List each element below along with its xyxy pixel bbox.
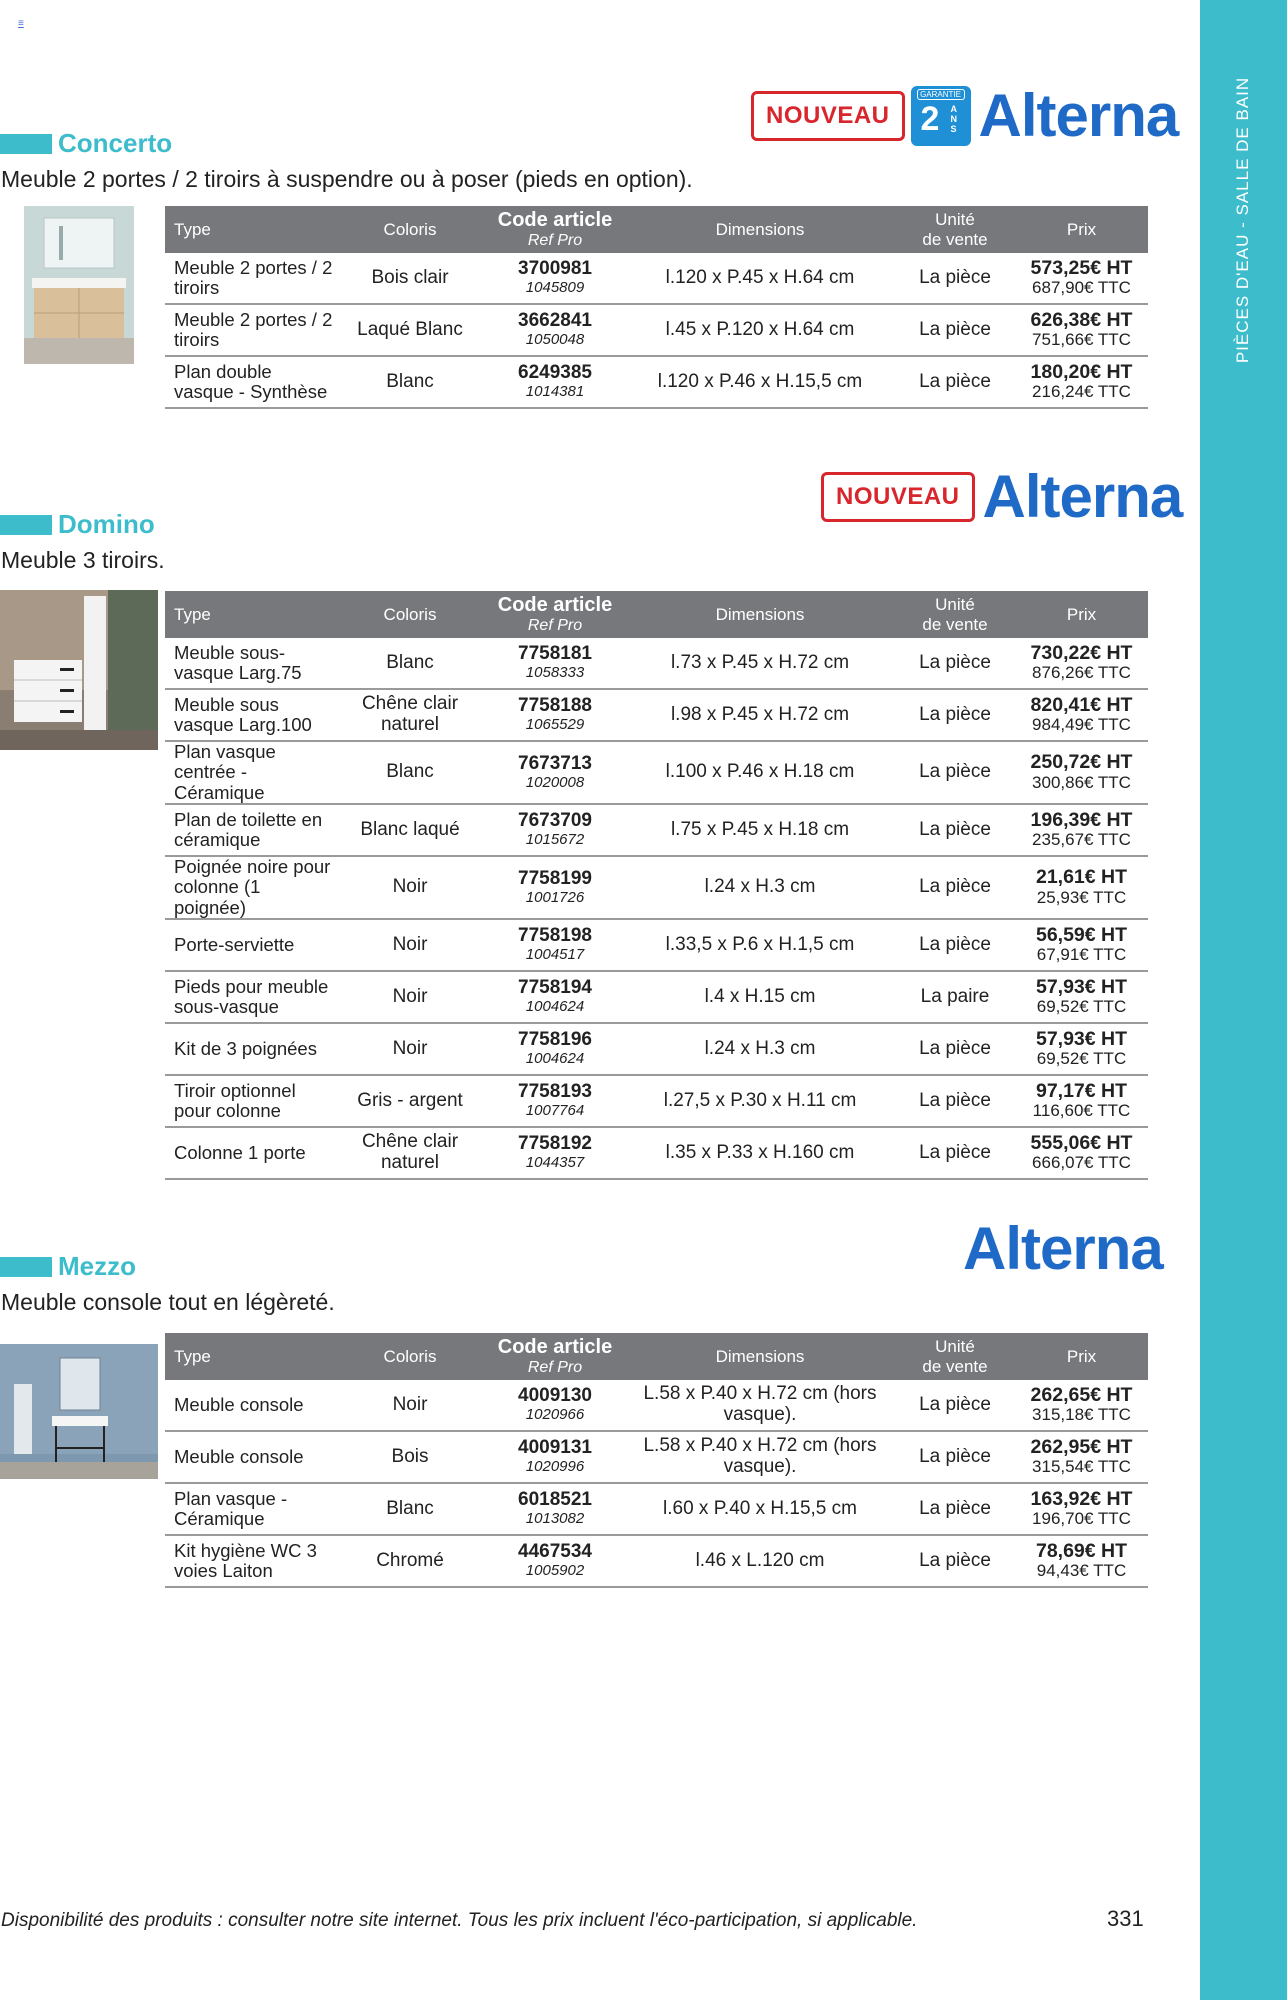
cell-price: [1015, 253, 1148, 304]
ref-pro: 1014381: [525, 383, 585, 401]
header-unit: [895, 206, 1015, 253]
ref-pro: 1020966: [525, 1406, 585, 1424]
cell-type: Meuble 2 portes / 2 tiroirs: [165, 253, 335, 304]
cell-code: [485, 638, 625, 689]
cell-type: Meuble sous-vasque Larg.75: [165, 638, 335, 689]
header-price: Prix: [1015, 1333, 1148, 1380]
alterna-logo: Alterna: [982, 463, 1183, 530]
table-row: [165, 1023, 1148, 1075]
price-ttc: 216,24€ TTC: [1032, 382, 1131, 402]
cell-code: [485, 971, 625, 1023]
cell-coloris: Blanc: [335, 1483, 485, 1535]
header-code-ref: Ref Pro: [527, 616, 583, 634]
cell-type: Plan vasque - Céramique: [165, 1483, 335, 1535]
ref-pro: 1004624: [525, 1050, 585, 1068]
guarantee-years: 2: [920, 100, 940, 138]
cell-coloris: Noir: [335, 856, 485, 919]
cell-unit: La pièce: [895, 356, 1015, 408]
table-row: [165, 638, 1148, 689]
cell-unit: La pièce: [895, 804, 1015, 856]
price-ttc: 116,60€ TTC: [1032, 1101, 1131, 1121]
cell-unit: La pièce: [895, 1535, 1015, 1587]
header-unit-1: Unité: [935, 594, 975, 614]
article-code: 7758181: [518, 643, 592, 665]
article-code: 6249385: [518, 362, 592, 384]
cell-code: [485, 1075, 625, 1127]
cell-code: [485, 1483, 625, 1535]
mezzo-product-photo: [0, 1344, 158, 1479]
cell-unit: La pièce: [895, 1023, 1015, 1075]
price-ttc: 196,70€ TTC: [1032, 1509, 1131, 1529]
ref-pro: 1005902: [525, 1562, 585, 1580]
ref-pro: 1001726: [525, 888, 585, 906]
article-code: 4009130: [518, 1385, 592, 1407]
price-ht: 57,93€ HT: [1035, 976, 1128, 998]
cell-type: Colonne 1 porte: [165, 1127, 335, 1179]
menu-icon[interactable]: ≡: [18, 18, 24, 29]
header-price: Prix: [1015, 591, 1148, 638]
domino-logos: [821, 463, 1183, 530]
cell-unit: La pièce: [895, 304, 1015, 356]
ref-pro: 1004517: [525, 946, 585, 964]
table-row: [165, 919, 1148, 971]
footer-note: Disponibilité des produits : consulter notre site internet. Tous les prix incluent l'éco-participation, si applicable.: [1, 1910, 918, 1931]
cell-price: [1015, 304, 1148, 356]
header-code-main: Code article: [497, 593, 613, 616]
price-ttc: 751,66€ TTC: [1032, 330, 1131, 350]
cell-code: [485, 1431, 625, 1483]
price-ttc: 94,43€ TTC: [1036, 1561, 1127, 1581]
ref-pro: 1058333: [525, 664, 585, 682]
cell-coloris: Gris - argent: [335, 1075, 485, 1127]
price-ttc: 300,86€ TTC: [1032, 772, 1131, 792]
page-number: 331: [1107, 1906, 1144, 1931]
cell-coloris: Blanc laqué: [335, 804, 485, 856]
header-unit: [895, 1333, 1015, 1380]
cell-coloris: Laqué Blanc: [335, 304, 485, 356]
title-accent-bar: [0, 134, 52, 154]
table-row: [165, 741, 1148, 804]
cell-code: [485, 856, 625, 919]
cell-type: Plan double vasque - Synthèse: [165, 356, 335, 408]
cell-type: Meuble 2 portes / 2 tiroirs: [165, 304, 335, 356]
cell-dimensions: l.98 x P.45 x H.72 cm: [625, 689, 895, 741]
cell-price: [1015, 856, 1148, 919]
header-type: Type: [165, 206, 335, 253]
header-type: Type: [165, 591, 335, 638]
ref-pro: 1004624: [525, 998, 585, 1016]
cell-type: Plan de toilette en céramique: [165, 804, 335, 856]
cell-price: [1015, 356, 1148, 408]
price-ht: 730,22€ HT: [1030, 641, 1133, 664]
cell-type: Porte-serviette: [165, 919, 335, 971]
table-row: [165, 1535, 1148, 1587]
article-code: 7758193: [518, 1081, 592, 1103]
price-ht: 163,92€ HT: [1030, 1487, 1133, 1510]
cell-price: [1015, 1023, 1148, 1075]
cell-dimensions: l.24 x H.3 cm: [625, 1023, 895, 1075]
cell-code: [485, 1380, 625, 1431]
cell-dimensions: l.60 x P.40 x H.15,5 cm: [625, 1483, 895, 1535]
section-name: Concerto: [58, 128, 173, 158]
cell-type: Meuble sous vasque Larg.100: [165, 689, 335, 741]
cell-price: [1015, 1535, 1148, 1587]
cell-type: Kit hygiène WC 3 voies Laiton: [165, 1535, 335, 1587]
cell-dimensions: l.100 x P.46 x H.18 cm: [625, 741, 895, 804]
cell-type: Kit de 3 poignées: [165, 1023, 335, 1075]
section-description: Meuble console tout en légèreté.: [1, 1289, 335, 1315]
cell-code: [485, 741, 625, 804]
cell-coloris: Bois: [335, 1431, 485, 1483]
ref-pro: 1020008: [525, 773, 585, 791]
title-accent-bar: [0, 1257, 52, 1277]
cell-dimensions: l.33,5 x P.6 x H.1,5 cm: [625, 919, 895, 971]
header-unit: [895, 591, 1015, 638]
header-code-main: Code article: [497, 1335, 613, 1358]
price-ttc: 69,52€ TTC: [1036, 997, 1127, 1017]
article-code: 7673713: [518, 752, 592, 774]
header-type: Type: [165, 1333, 335, 1380]
header-code-ref: Ref Pro: [527, 1358, 583, 1376]
mezzo-logos: [955, 1215, 1163, 1282]
header-unit-2: de vente: [922, 229, 988, 249]
header-price: Prix: [1015, 206, 1148, 253]
side-label: PIÈCES D'EAU - SALLE DE BAIN: [1233, 76, 1252, 364]
cell-coloris: Blanc: [335, 356, 485, 408]
price-ht: 820,41€ HT: [1030, 693, 1133, 716]
table-row: [165, 1431, 1148, 1483]
ref-pro: 1015672: [525, 831, 585, 849]
cell-unit: La pièce: [895, 741, 1015, 804]
price-ht: 196,39€ HT: [1030, 808, 1133, 831]
cell-dimensions: l.46 x L.120 cm: [625, 1535, 895, 1587]
article-code: 4467534: [518, 1541, 592, 1563]
domino-rows: [165, 638, 1148, 1179]
header-dimensions: Dimensions: [625, 1333, 895, 1380]
cell-dimensions: l.27,5 x P.30 x H.11 cm: [625, 1075, 895, 1127]
cell-unit: La pièce: [895, 253, 1015, 304]
section-name: Domino: [58, 509, 155, 539]
cell-price: [1015, 1127, 1148, 1179]
cell-code: [485, 356, 625, 408]
ref-pro: 1050048: [525, 331, 585, 349]
header-unit-1: Unité: [935, 1336, 975, 1356]
ref-pro: 1013082: [525, 1510, 585, 1528]
mezzo-table: [165, 1333, 1148, 1588]
cell-price: [1015, 638, 1148, 689]
header-code: [485, 1333, 625, 1380]
article-code: 7673709: [518, 810, 592, 832]
cell-unit: La pièce: [895, 1075, 1015, 1127]
table-row: [165, 856, 1148, 919]
ref-pro: 1045809: [525, 279, 585, 297]
concerto-product-photo: [24, 206, 134, 364]
table-row: [165, 356, 1148, 408]
cell-coloris: Chêne clair naturel: [335, 689, 485, 741]
cell-unit: La pièce: [895, 1431, 1015, 1483]
header-code: [485, 591, 625, 638]
table-row: [165, 1380, 1148, 1431]
table-row: [165, 304, 1148, 356]
cell-unit: La pièce: [895, 689, 1015, 741]
price-ttc: 67,91€ TTC: [1036, 945, 1127, 965]
header-coloris: Coloris: [335, 591, 485, 638]
section-name: Mezzo: [58, 1251, 136, 1281]
article-code: 3662841: [518, 310, 592, 332]
article-code: 3700981: [518, 258, 592, 280]
ref-pro: 1044357: [525, 1154, 585, 1172]
price-ht: 573,25€ HT: [1030, 256, 1133, 279]
cell-unit: La pièce: [895, 1380, 1015, 1431]
price-ttc: 315,18€ TTC: [1032, 1405, 1131, 1425]
cell-coloris: Chêne clair naturel: [335, 1127, 485, 1179]
price-ht: 262,95€ HT: [1030, 1435, 1133, 1458]
domino-table: [165, 591, 1148, 1180]
ref-pro: 1020996: [525, 1458, 585, 1476]
price-ht: 56,59€ HT: [1035, 924, 1128, 946]
section-title-domino: [0, 509, 155, 540]
cell-type: Tiroir optionnel pour colonne: [165, 1075, 335, 1127]
cell-dimensions: L.58 x P.40 x H.72 cm (hors vasque).: [625, 1431, 895, 1483]
cell-code: [485, 1127, 625, 1179]
cell-type: Pieds pour meuble sous-vasque: [165, 971, 335, 1023]
cell-coloris: Noir: [335, 919, 485, 971]
price-ht: 250,72€ HT: [1030, 751, 1133, 774]
price-ht: 262,65€ HT: [1030, 1383, 1133, 1406]
cell-type: Plan vasque centrée - Céramique: [165, 741, 335, 804]
cell-dimensions: l.35 x P.33 x H.160 cm: [625, 1127, 895, 1179]
article-code: 7758198: [518, 925, 592, 947]
price-ht: 57,93€ HT: [1035, 1028, 1128, 1050]
cell-dimensions: l.120 x P.45 x H.64 cm: [625, 253, 895, 304]
table-row: [165, 804, 1148, 856]
cell-code: [485, 304, 625, 356]
cell-price: [1015, 1380, 1148, 1431]
cell-unit: La pièce: [895, 919, 1015, 971]
price-ttc: 69,52€ TTC: [1036, 1049, 1127, 1069]
mezzo-rows: [165, 1380, 1148, 1587]
cell-dimensions: l.24 x H.3 cm: [625, 856, 895, 919]
article-code: 7758192: [518, 1133, 592, 1155]
cell-coloris: Noir: [335, 1023, 485, 1075]
section-title-mezzo: [0, 1251, 136, 1282]
cell-code: [485, 919, 625, 971]
cell-price: [1015, 1431, 1148, 1483]
cell-dimensions: L.58 x P.40 x H.72 cm (hors vasque).: [625, 1380, 895, 1431]
cell-type: Meuble console: [165, 1431, 335, 1483]
cell-dimensions: l.4 x H.15 cm: [625, 971, 895, 1023]
cell-unit: La pièce: [895, 638, 1015, 689]
section-description: Meuble 2 portes / 2 tiroirs à suspendre ou à poser (pieds en option).: [1, 166, 693, 192]
cell-code: [485, 689, 625, 741]
table-header-row: [165, 206, 1148, 253]
price-ht: 97,17€ HT: [1035, 1080, 1128, 1102]
concerto-table: [165, 206, 1148, 409]
concerto-rows: [165, 253, 1148, 408]
table-row: [165, 1075, 1148, 1127]
header-unit-1: Unité: [935, 209, 975, 229]
section-description: Meuble 3 tiroirs.: [1, 547, 165, 573]
cell-coloris: Blanc: [335, 638, 485, 689]
article-code: 6018521: [518, 1489, 592, 1511]
guarantee-badge-icon: [911, 86, 971, 146]
price-ht: 555,06€ HT: [1030, 1132, 1133, 1154]
price-ht: 21,61€ HT: [1035, 866, 1128, 889]
cell-coloris: Noir: [335, 971, 485, 1023]
article-code: 7758188: [518, 695, 592, 717]
article-code: 4009131: [518, 1437, 592, 1459]
guarantee-unit: A N S: [950, 104, 958, 134]
price-ttc: 666,07€ TTC: [1032, 1153, 1131, 1173]
cell-code: [485, 1535, 625, 1587]
cell-dimensions: l.75 x P.45 x H.18 cm: [625, 804, 895, 856]
price-ttc: 687,90€ TTC: [1032, 278, 1131, 298]
header-dimensions: Dimensions: [625, 591, 895, 638]
price-ttc: 235,67€ TTC: [1032, 830, 1131, 850]
ref-pro: 1007764: [525, 1102, 585, 1120]
price-ht: 78,69€ HT: [1035, 1539, 1128, 1562]
ref-pro: 1065529: [525, 716, 585, 734]
cell-price: [1015, 689, 1148, 741]
cell-price: [1015, 919, 1148, 971]
section-title-concerto: [0, 128, 172, 159]
domino-product-photo: [0, 590, 158, 750]
concerto-logos: [751, 82, 1179, 149]
header-dimensions: Dimensions: [625, 206, 895, 253]
new-badge: NOUVEAU: [751, 91, 905, 141]
cell-price: [1015, 971, 1148, 1023]
header-coloris: Coloris: [335, 1333, 485, 1380]
cell-unit: La pièce: [895, 856, 1015, 919]
cell-type: Poignée noire pour colonne (1 poignée): [165, 856, 335, 919]
cell-code: [485, 804, 625, 856]
price-ttc: 315,54€ TTC: [1032, 1457, 1131, 1477]
price-ht: 626,38€ HT: [1030, 308, 1133, 331]
table-header-row: [165, 591, 1148, 638]
new-badge: NOUVEAU: [821, 472, 975, 522]
header-unit-2: de vente: [922, 614, 988, 634]
table-row: [165, 689, 1148, 741]
article-code: 7758199: [518, 867, 592, 889]
guarantee-label: GARANTIE: [917, 89, 965, 100]
cell-coloris: Bois clair: [335, 253, 485, 304]
table-header-row: [165, 1333, 1148, 1380]
cell-unit: La pièce: [895, 1483, 1015, 1535]
price-ttc: 876,26€ TTC: [1032, 663, 1131, 683]
article-code: 7758196: [518, 1029, 592, 1051]
price-ht: 180,20€ HT: [1030, 360, 1133, 383]
header-code: [485, 206, 625, 253]
cell-type: Meuble console: [165, 1380, 335, 1431]
header-unit-2: de vente: [922, 1356, 988, 1376]
cell-dimensions: l.45 x P.120 x H.64 cm: [625, 304, 895, 356]
header-coloris: Coloris: [335, 206, 485, 253]
article-code: 7758194: [518, 977, 592, 999]
alterna-logo: Alterna: [978, 82, 1179, 149]
cell-price: [1015, 1075, 1148, 1127]
table-row: [165, 1483, 1148, 1535]
cell-price: [1015, 1483, 1148, 1535]
cell-dimensions: l.120 x P.46 x H.15,5 cm: [625, 356, 895, 408]
header-code-ref: Ref Pro: [527, 231, 583, 249]
title-accent-bar: [0, 515, 52, 535]
price-ttc: 25,93€ TTC: [1036, 887, 1127, 907]
cell-code: [485, 253, 625, 304]
cell-code: [485, 1023, 625, 1075]
cell-price: [1015, 804, 1148, 856]
cell-price: [1015, 741, 1148, 804]
table-row: [165, 971, 1148, 1023]
cell-coloris: Chromé: [335, 1535, 485, 1587]
cell-coloris: Noir: [335, 1380, 485, 1431]
price-ttc: 984,49€ TTC: [1032, 715, 1131, 735]
header-code-main: Code article: [497, 208, 613, 231]
cell-dimensions: l.73 x P.45 x H.72 cm: [625, 638, 895, 689]
cell-unit: La paire: [895, 971, 1015, 1023]
table-row: [165, 253, 1148, 304]
table-row: [165, 1127, 1148, 1179]
alterna-logo: Alterna: [963, 1215, 1163, 1282]
cell-coloris: Blanc: [335, 741, 485, 804]
cell-unit: La pièce: [895, 1127, 1015, 1179]
